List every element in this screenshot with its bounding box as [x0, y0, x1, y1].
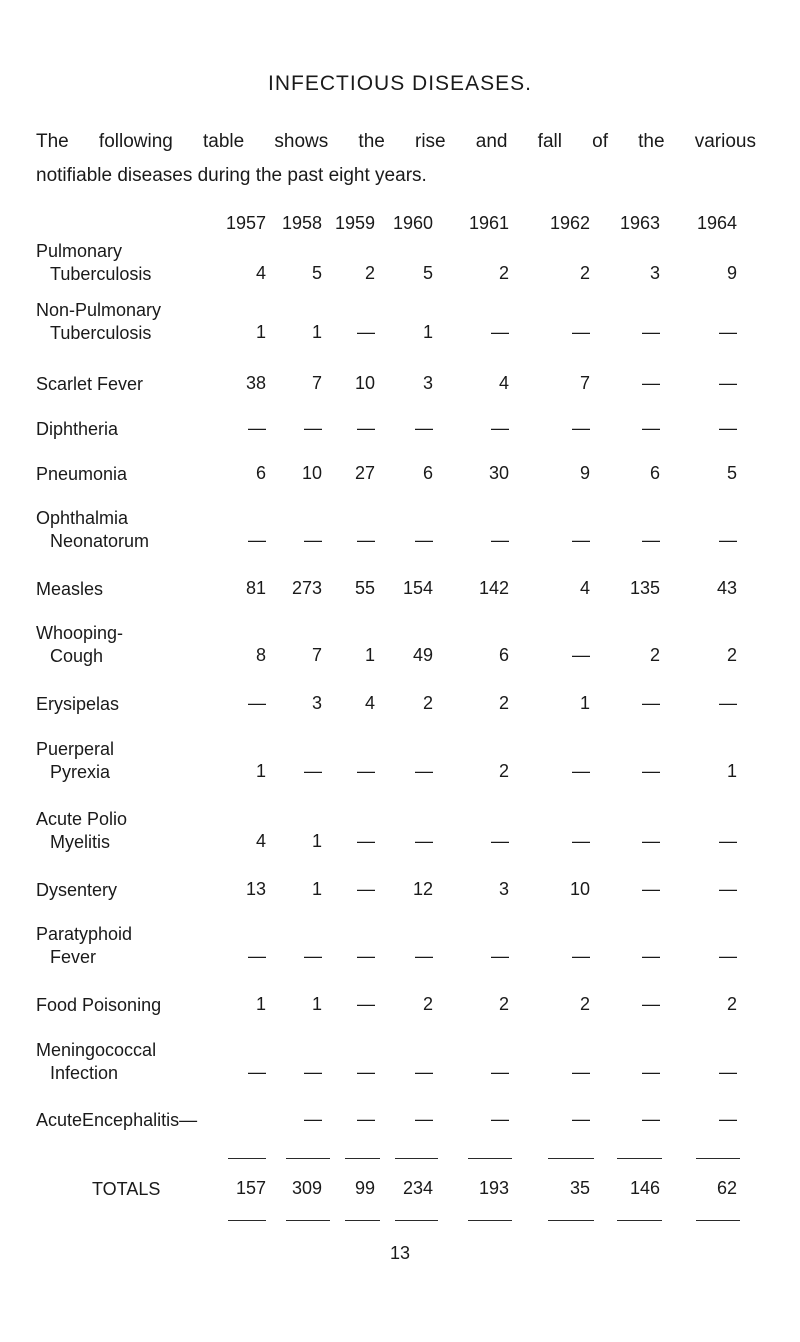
table-cell: 5	[726, 463, 737, 483]
year-header: 1957	[225, 213, 266, 233]
row-label-line: Paratyphoid	[36, 924, 133, 944]
table-cell: —	[357, 946, 375, 966]
table-cell: 2	[649, 645, 660, 665]
table-cell: —	[491, 418, 509, 438]
table-cell: 6	[498, 645, 509, 665]
totals-cell: 35	[569, 1178, 590, 1198]
table-cell: —	[572, 831, 590, 851]
table-cell: 1	[311, 994, 322, 1014]
table-cell: 273	[291, 578, 322, 598]
table-cell: —	[572, 761, 590, 781]
table-cell: 30	[488, 463, 509, 483]
table-cell: 38	[245, 373, 266, 393]
table-cell: —	[642, 761, 660, 781]
table-cell: —	[304, 530, 322, 550]
table-cell: 1	[579, 693, 590, 713]
table-cell: —	[304, 946, 322, 966]
table-cell: 2	[726, 645, 737, 665]
table-cell: 2	[364, 263, 375, 283]
table-cell: 142	[478, 578, 509, 598]
table-cell: —	[719, 693, 737, 713]
page-number: 13	[389, 1243, 411, 1263]
totals-cell: 193	[478, 1178, 509, 1198]
table-cell: 3	[422, 373, 433, 393]
totals-rule-bottom	[286, 1220, 330, 1221]
table-cell: 2	[579, 994, 590, 1014]
table-cell: —	[357, 994, 375, 1014]
table-cell: 6	[255, 463, 266, 483]
table-cell: 7	[311, 373, 322, 393]
table-cell: 6	[649, 463, 660, 483]
year-header: 1960	[392, 213, 433, 233]
table-cell: 1	[311, 322, 322, 342]
totals-label: TOTALS	[92, 1179, 161, 1199]
table-cell: —	[415, 1062, 433, 1082]
table-cell: 4	[255, 831, 266, 851]
table-cell: 9	[579, 463, 590, 483]
table-cell: 2	[498, 693, 509, 713]
row-label-line: Myelitis	[50, 832, 111, 852]
table-cell: —	[572, 418, 590, 438]
table-cell: —	[248, 418, 266, 438]
table-cell: —	[642, 994, 660, 1014]
totals-rule-top	[548, 1158, 594, 1159]
table-cell: 3	[311, 693, 322, 713]
table-cell: —	[357, 530, 375, 550]
totals-rule-bottom	[228, 1220, 266, 1221]
table-cell: —	[415, 946, 433, 966]
table-cell: 1	[311, 831, 322, 851]
row-label-line: Pyrexia	[50, 762, 111, 782]
table-cell: —	[491, 1062, 509, 1082]
row-label-line: Whooping-	[36, 623, 124, 643]
table-cell: —	[642, 373, 660, 393]
table-cell: 1	[255, 761, 266, 781]
table-cell: —	[304, 1062, 322, 1082]
totals-rule-top	[228, 1158, 266, 1159]
table-cell: 4	[364, 693, 375, 713]
totals-rule-bottom	[468, 1220, 512, 1221]
row-label-line: Neonatorum	[50, 531, 150, 551]
totals-rule-bottom	[345, 1220, 380, 1221]
row-label	[36, 1109, 266, 1132]
table-cell: —	[572, 530, 590, 550]
table-cell: —	[415, 1109, 433, 1129]
totals-rule-top	[345, 1158, 380, 1159]
table-cell: —	[719, 946, 737, 966]
table-cell: 1	[422, 322, 433, 342]
table-cell: —	[642, 1062, 660, 1082]
table-cell: —	[357, 761, 375, 781]
row-label-line: Scarlet Fever	[36, 374, 144, 394]
table-cell: 10	[354, 373, 375, 393]
table-cell: 10	[301, 463, 322, 483]
table-cell: 43	[716, 578, 737, 598]
table-cell: 2	[498, 994, 509, 1014]
table-cell: 7	[311, 645, 322, 665]
table-cell: 2	[422, 994, 433, 1014]
intro-paragraph	[36, 125, 756, 193]
table-cell: 27	[354, 463, 375, 483]
table-cell: —	[642, 322, 660, 342]
table-cell: —	[719, 831, 737, 851]
table-cell: —	[719, 530, 737, 550]
year-header: 1959	[334, 213, 375, 233]
table-cell: —	[642, 418, 660, 438]
totals-cell: 62	[716, 1178, 737, 1198]
table-cell: 5	[422, 263, 433, 283]
row-label-line: Food Poisoning	[36, 995, 162, 1015]
table-cell: —	[491, 946, 509, 966]
intro-line-1: The following table shows the rise and fall of the various	[36, 131, 756, 152]
table-cell: 10	[569, 879, 590, 899]
table-cell: 12	[412, 879, 433, 899]
row-label-line: Erysipelas	[36, 694, 120, 714]
table-cell: 4	[498, 373, 509, 393]
table-cell: —	[572, 322, 590, 342]
table-cell: 5	[311, 263, 322, 283]
year-header: 1958	[281, 213, 322, 233]
table-cell: —	[304, 1109, 322, 1129]
year-header: 1963	[619, 213, 660, 233]
table-cell: —	[491, 530, 509, 550]
year-header: 1962	[549, 213, 590, 233]
table-cell: —	[357, 322, 375, 342]
table-cell: —	[304, 761, 322, 781]
table-cell: 2	[726, 994, 737, 1014]
totals-rule-top	[696, 1158, 740, 1159]
totals-cell: 234	[402, 1178, 433, 1198]
table-cell: —	[415, 530, 433, 550]
table-cell: —	[304, 418, 322, 438]
table-cell: 4	[255, 263, 266, 283]
totals-rule-bottom	[696, 1220, 740, 1221]
totals-cell: 309	[291, 1178, 322, 1198]
table-cell: 1	[255, 994, 266, 1014]
table-cell: —	[719, 1062, 737, 1082]
row-label-line: Meningococcal	[36, 1040, 157, 1060]
row-label-line: Pulmonary	[36, 241, 123, 261]
row-label-line: Pneumonia	[36, 464, 128, 484]
table-cell: —	[572, 946, 590, 966]
table-cell: —	[357, 1109, 375, 1129]
row-label-line: Puerperal	[36, 739, 115, 759]
table-cell: —	[642, 879, 660, 899]
totals-rule-top	[395, 1158, 438, 1159]
table-cell: —	[415, 418, 433, 438]
table-cell: 135	[629, 578, 660, 598]
table-cell: —	[415, 831, 433, 851]
table-cell: 1	[255, 322, 266, 342]
row-label-line: Non-Pulmonary	[36, 300, 162, 320]
table-cell: 1	[726, 761, 737, 781]
table-cell: —	[642, 693, 660, 713]
totals-cell: 146	[629, 1178, 660, 1198]
row-label-line: Cough	[50, 646, 104, 666]
table-cell: —	[642, 946, 660, 966]
totals-rule-top	[286, 1158, 330, 1159]
table-cell: 49	[412, 645, 433, 665]
totals-rule-top	[468, 1158, 512, 1159]
row-label-line: Fever	[50, 947, 97, 967]
table-cell: —	[357, 418, 375, 438]
table-cell: —	[357, 1062, 375, 1082]
table-cell: 9	[726, 263, 737, 283]
totals-rule-top	[617, 1158, 662, 1159]
year-header: 1964	[696, 213, 737, 233]
totals-rule-bottom	[617, 1220, 662, 1221]
table-cell: —	[248, 946, 266, 966]
table-cell: —	[719, 418, 737, 438]
table-cell: 6	[422, 463, 433, 483]
table-cell: —	[248, 693, 266, 713]
table-cell: —	[642, 1109, 660, 1129]
table-cell: —	[357, 831, 375, 851]
row-label-line: Tuberculosis	[50, 323, 152, 343]
row-label-line: AcuteEncephalitis—	[36, 1110, 198, 1130]
row-label-line: Measles	[36, 579, 104, 599]
table-cell: 3	[498, 879, 509, 899]
table-cell: —	[719, 879, 737, 899]
row-label-line: Infection	[50, 1063, 119, 1083]
totals-cell: 99	[354, 1178, 375, 1198]
table-cell: —	[719, 1109, 737, 1129]
table-cell: —	[719, 322, 737, 342]
table-cell: —	[719, 373, 737, 393]
row-label-line: Diphtheria	[36, 419, 119, 439]
table-cell: —	[491, 831, 509, 851]
table-cell: 8	[255, 645, 266, 665]
table-cell: —	[642, 831, 660, 851]
table-cell: —	[248, 530, 266, 550]
row-label-line: Acute Polio	[36, 809, 128, 829]
table-cell: 2	[422, 693, 433, 713]
table-cell: —	[491, 1109, 509, 1129]
year-header: 1961	[468, 213, 509, 233]
row-label-line: Ophthalmia	[36, 508, 129, 528]
table-cell: —	[572, 1109, 590, 1129]
table-cell: —	[415, 761, 433, 781]
table-cell: 1	[364, 645, 375, 665]
table-cell: —	[491, 322, 509, 342]
table-cell: —	[357, 879, 375, 899]
table-cell: 2	[579, 263, 590, 283]
table-cell: —	[572, 1062, 590, 1082]
page-title: INFECTIOUS DISEASES.	[268, 72, 532, 95]
row-label-line: Tuberculosis	[50, 264, 152, 284]
table-cell: —	[572, 645, 590, 665]
table-cell: —	[642, 530, 660, 550]
table-cell: 81	[245, 578, 266, 598]
totals-cell: 157	[235, 1178, 266, 1198]
table-cell: 2	[498, 263, 509, 283]
table-cell: 13	[245, 879, 266, 899]
intro-line-2: notifiable diseases during the past eight years.	[36, 165, 427, 186]
table-cell: —	[248, 1062, 266, 1082]
totals-rule-bottom	[548, 1220, 594, 1221]
table-cell: 55	[354, 578, 375, 598]
totals-rule-bottom	[395, 1220, 438, 1221]
table-cell: 1	[311, 879, 322, 899]
table-cell: 3	[649, 263, 660, 283]
table-cell: 2	[498, 761, 509, 781]
table-cell: 7	[579, 373, 590, 393]
table-cell: 154	[402, 578, 433, 598]
table-cell: 4	[579, 578, 590, 598]
row-label-line: Dysentery	[36, 880, 118, 900]
